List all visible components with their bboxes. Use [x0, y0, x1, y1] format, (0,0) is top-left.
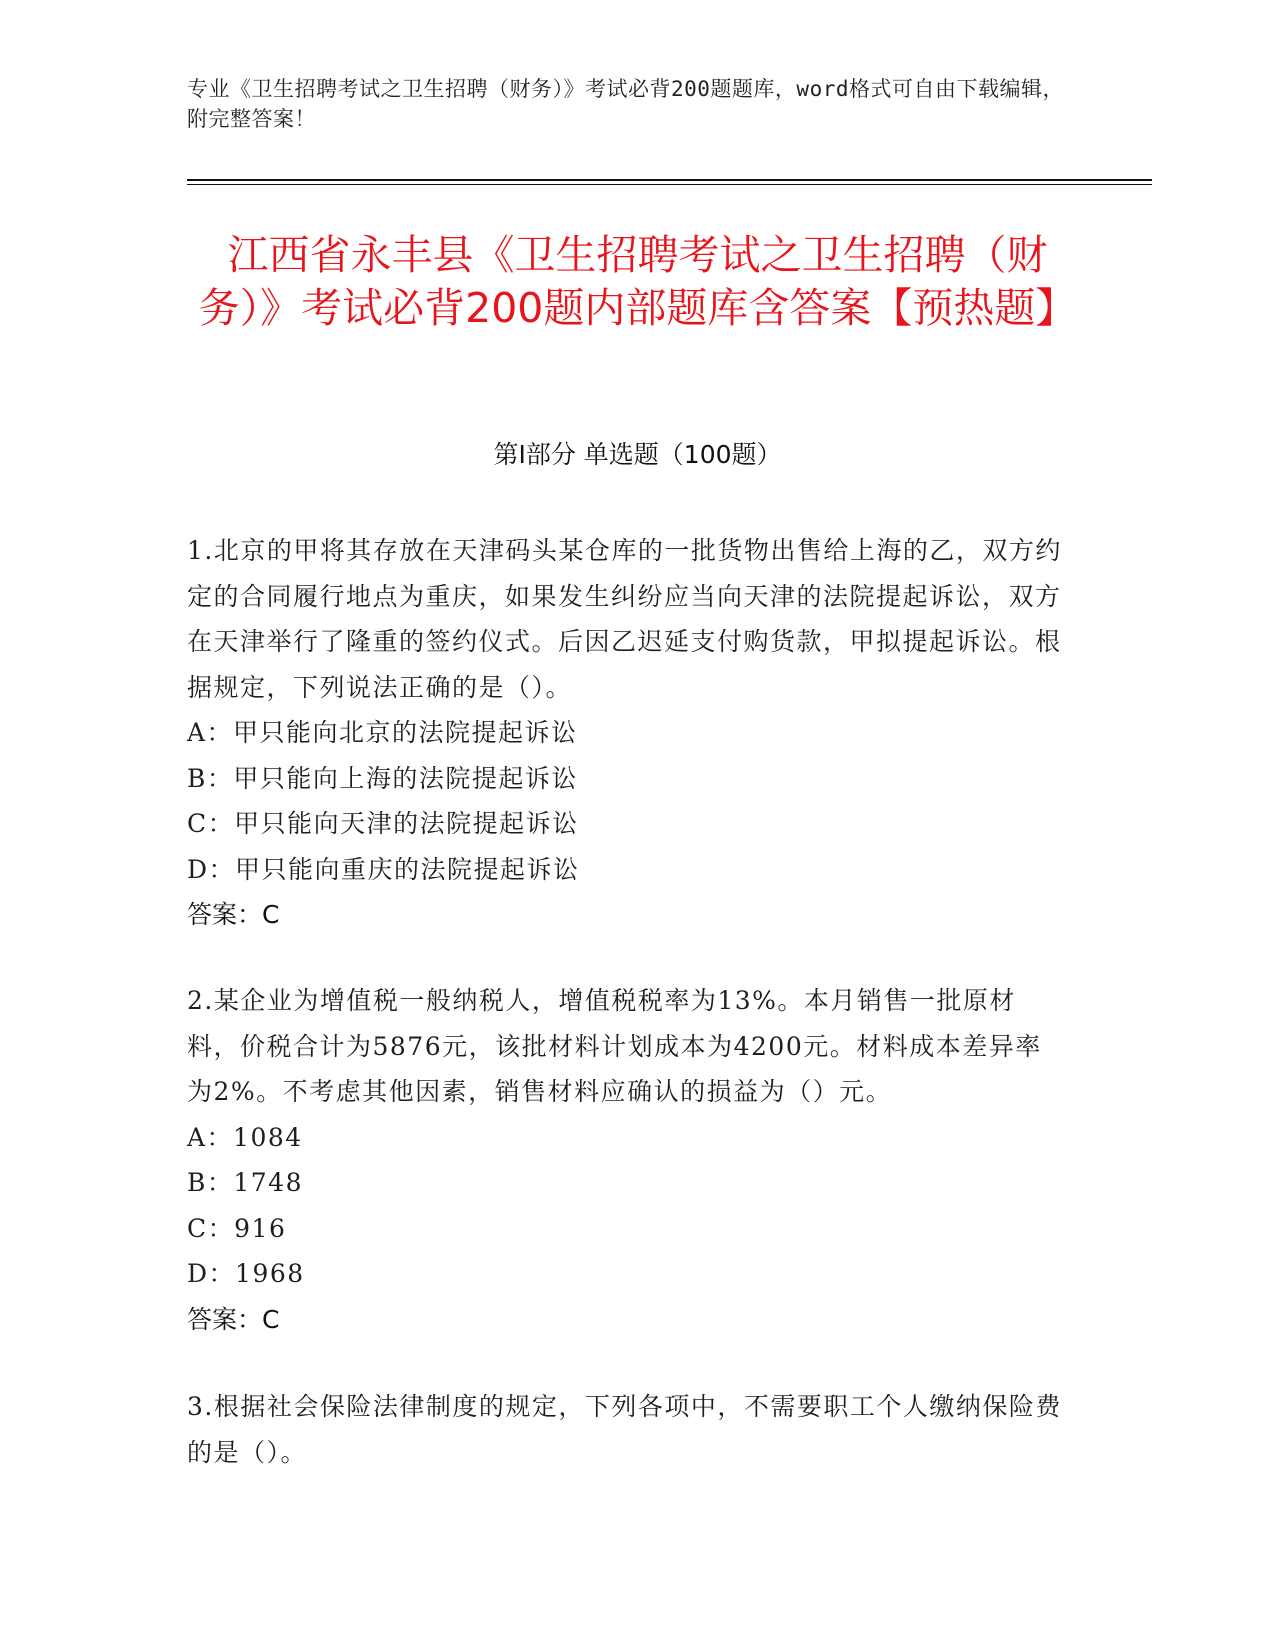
question-stem: 3.根据社会保险法律制度的规定，下列各项中，不需要职工个人缴纳保险费的是（）。 — [187, 1392, 1062, 1467]
question-stem: 2.某企业为增值税一般纳税人，增值税税率为13%。本月销售一批原材料，价税合计为5876元，该批材料计划成本为4200元。材料成本差异率为2%。不考虑其他因素，销售材料应确认的损益为（）元。 — [187, 986, 1042, 1106]
question-1 — [187, 528, 1067, 938]
question-3 — [187, 1384, 1067, 1475]
option-a: A：甲只能向北京的法院提起诉讼 — [187, 718, 578, 747]
option-b: B：1748 — [187, 1168, 303, 1197]
header-divider-thick — [187, 179, 1152, 181]
option-c: C：916 — [187, 1213, 287, 1243]
option-c: C：甲只能向天津的法院提起诉讼 — [187, 809, 579, 838]
question-stem: 1.北京的甲将其存放在天津码头某仓库的一批货物出售给上海的乙，双方约定的合同履行地点为重庆，如果发生纠纷应当向天津的法院提起诉讼，双方在天津举行了隆重的签约仪式。后因乙迟延支付购货款，甲拟提起诉讼。根据规定，下列说法正确的是（）。 — [187, 536, 1062, 702]
option-d: D：1968 — [187, 1259, 305, 1288]
document-title: 江西省永丰县《卫生招聘考试之卫生招聘（财务）》考试必背200题内部题库含答案【预热题】 — [198, 231, 1077, 332]
option-a: A：1084 — [187, 1122, 303, 1152]
header-note: 专业《卫生招聘考试之卫生招聘（财务）》考试必背200题题库，word格式可自由下载编辑，附完整答案！ — [187, 77, 1064, 131]
option-b: B：甲只能向上海的法院提起诉讼 — [187, 763, 578, 793]
answer: 答案：C — [187, 1304, 280, 1334]
question-2 — [187, 978, 1067, 1342]
answer: 答案：C — [187, 900, 280, 929]
section-title: 第Ⅰ部分 单选题（100题） — [493, 440, 782, 469]
option-d: D：甲只能向重庆的法院提起诉讼 — [187, 854, 580, 884]
header-divider-thin — [187, 184, 1152, 185]
